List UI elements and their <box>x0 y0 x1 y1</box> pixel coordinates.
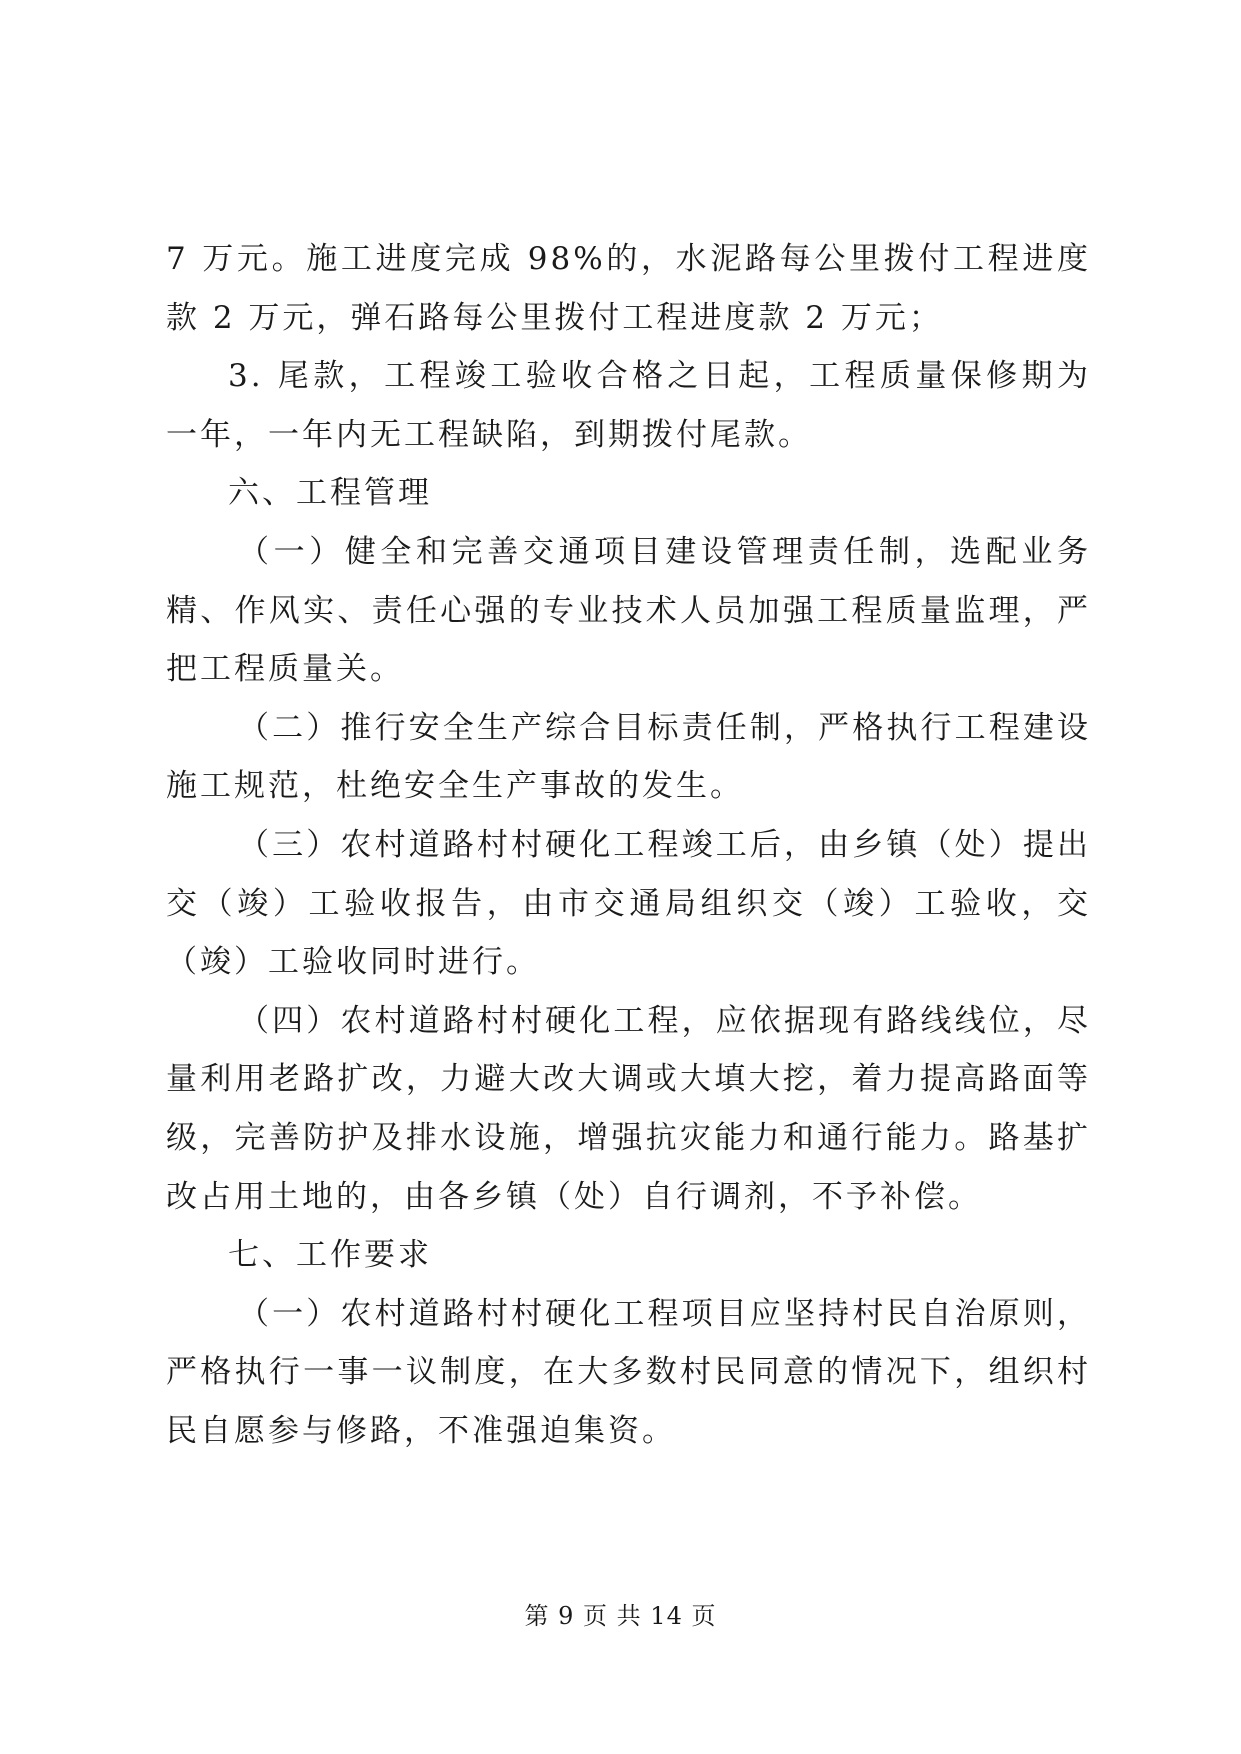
paragraph-management-4: （四）农村道路村村硬化工程，应依据现有路线线位，尽量利用老路扩改，力避大改大调或大填大挖，着力提高路面等级，完善防护及排水设施，增强抗灾能力和通行能力。路基扩改占用土地的，由各乡镇（处）自行调剂，不予补偿。 <box>166 1002 1091 1215</box>
paragraph-requirements-1: （一）农村道路村村硬化工程项目应坚持村民自治原则，严格执行一事一议制度，在大多数村民同意的情况下，组织村民自愿参与修路，不准强迫集资。 <box>166 1295 1091 1449</box>
section-heading-work-requirements: 七、工作要求 <box>228 1237 432 1274</box>
paragraph-management-2: （二）推行安全生产综合目标责任制，严格执行工程建设施工规范，杜绝安全生产事故的发生。 <box>166 709 1091 805</box>
document-body <box>166 230 1091 1460</box>
paragraph-continuation: 7 万元。施工进度完成 98%的，水泥路每公里拨付工程进度款 2 万元，弹石路每公里拨付工程进度款 2 万元； <box>166 241 1091 336</box>
section-heading-project-management: 六、工程管理 <box>228 475 432 512</box>
paragraph-final-payment: 3. 尾款，工程竣工验收合格之日起，工程质量保修期为一年，一年内无工程缺陷，到期拨付尾款。 <box>166 358 1091 453</box>
paragraph-management-1: （一）健全和完善交通项目建设管理责任制，选配业务精、作风实、责任心强的专业技术人员加强工程质量监理，严把工程质量关。 <box>166 533 1091 688</box>
paragraph-management-3: （三）农村道路村村硬化工程竣工后，由乡镇（处）提出交（竣）工验收报告，由市交通局组织交（竣）工验收，交（竣）工验收同时进行。 <box>166 826 1091 981</box>
page-number-footer: 第 9 页 共 14 页 <box>524 1602 717 1630</box>
